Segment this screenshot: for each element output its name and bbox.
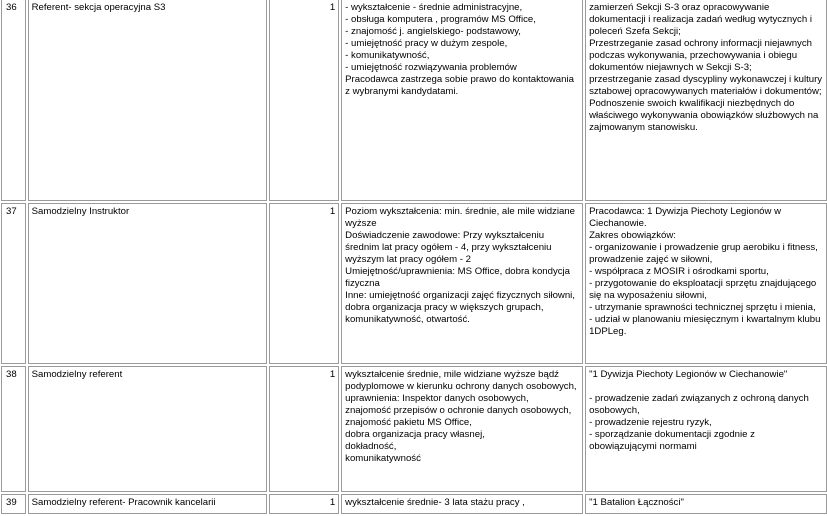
table-row — [1, 0, 827, 201]
table-row — [1, 366, 827, 492]
position-count: 1 — [269, 0, 339, 201]
position-name: Referent- sekcja operacyjna S3 — [28, 0, 268, 201]
row-number: 37 — [1, 203, 26, 364]
requirements-cell: Poziom wykształcenia: min. średnie, ale mile widziane wyższe Doświadczenie zawodowe: Przy wykształceniu średnim lat pracy ogółem - 4, przy wykształceniu wyższym lat pracy ogółem - 2 Umiejętność/uprawnienia: MS Office, dobra kondycja fizyczna Inne: umiejętność organizacji zajęć fizycznych siłowni, dobra organizacja pracy w większych grupach, komunikatywność, otwartość. — [341, 203, 583, 364]
position-count: 1 — [269, 366, 339, 492]
position-count: 1 — [269, 203, 339, 364]
table-row — [1, 203, 827, 364]
duties-cell: "1 Dywizja Piechoty Legionów w Ciechanowie" - prowadzenie zadań związanych z ochroną danych osobowych, - prowadzenie rejestru ryzyk, - sporządzanie dokumentacji zgodnie z obowiązującymi normami — [585, 366, 827, 492]
row-number: 36 — [1, 0, 26, 201]
duties-cell: Pracodawca: 1 Dywizja Piechoty Legionów w Ciechanowie. Zakres obowiązków: - organizowanie i prowadzenie grup aerobiku i fitness, prowadzenie zajęć w siłowni, - współpraca z MOSIR i ośrodkami sportu, - przygotowanie do eksploatacji sprzętu znajdującego się na wyposażeniu siłowni, - utrzymanie sprawności technicznej sprzętu i mienia, - udział w planowaniu miesięcznym i kwartalnym klubu 1DPLeg. — [585, 203, 827, 364]
position-name: Samodzielny Instruktor — [28, 203, 268, 364]
position-name: Samodzielny referent — [28, 366, 268, 492]
requirements-cell: - wykształcenie - średnie administracyjne, - obsługa komputera , programów MS Office, - znajomość j. angielskiego- podstawowy, - umiejętność pracy w dużym zespole, - komunikatywność, - umiejętność rozwiązywania problemów Pracodawca zastrzega sobie prawo do kontaktowania z wybranymi kandydatami. — [341, 0, 583, 201]
requirements-cell: wykształcenie średnie- 3 lata stażu pracy , — [341, 494, 583, 514]
position-name: Samodzielny referent- Pracownik kancelarii — [28, 494, 268, 514]
duties-cell: "1 Batalion Łączności" — [585, 494, 827, 514]
table-row — [1, 494, 827, 514]
requirements-cell: wykształcenie średnie, mile widziane wyższe bądź podyplomowe w kierunku ochrony danych osobowych, uprawnienia: Inspektor danych osobowych, znajomość przepisów o ochronie danych osobowych, znajomość pakietu MS Office, dobra organizacja pracy własnej, dokładność, komunikatywność — [341, 366, 583, 492]
row-number: 38 — [1, 366, 26, 492]
row-number: 39 — [1, 494, 26, 514]
position-count: 1 — [269, 494, 339, 514]
duties-cell: zamierzeń Sekcji S-3 oraz opracowywanie dokumentacji i realizacja zadań według wytycznych i poleceń Szefa Sekcji; Przestrzeganie zasad ochrony informacji niejawnych podczas wykonywania, przechowywania i obiegu dokumentów niejawnych w Sekcji S-3; przestrzeganie zasad dyscypliny wykonawczej i kultury sztabowej opracowywanych materiałów i dokumentów; Podnoszenie swoich kwalifikacji niezbędnych do właściwego wykonywania obowiązków służbowych na zajmowanym stanowisku. — [585, 0, 827, 201]
